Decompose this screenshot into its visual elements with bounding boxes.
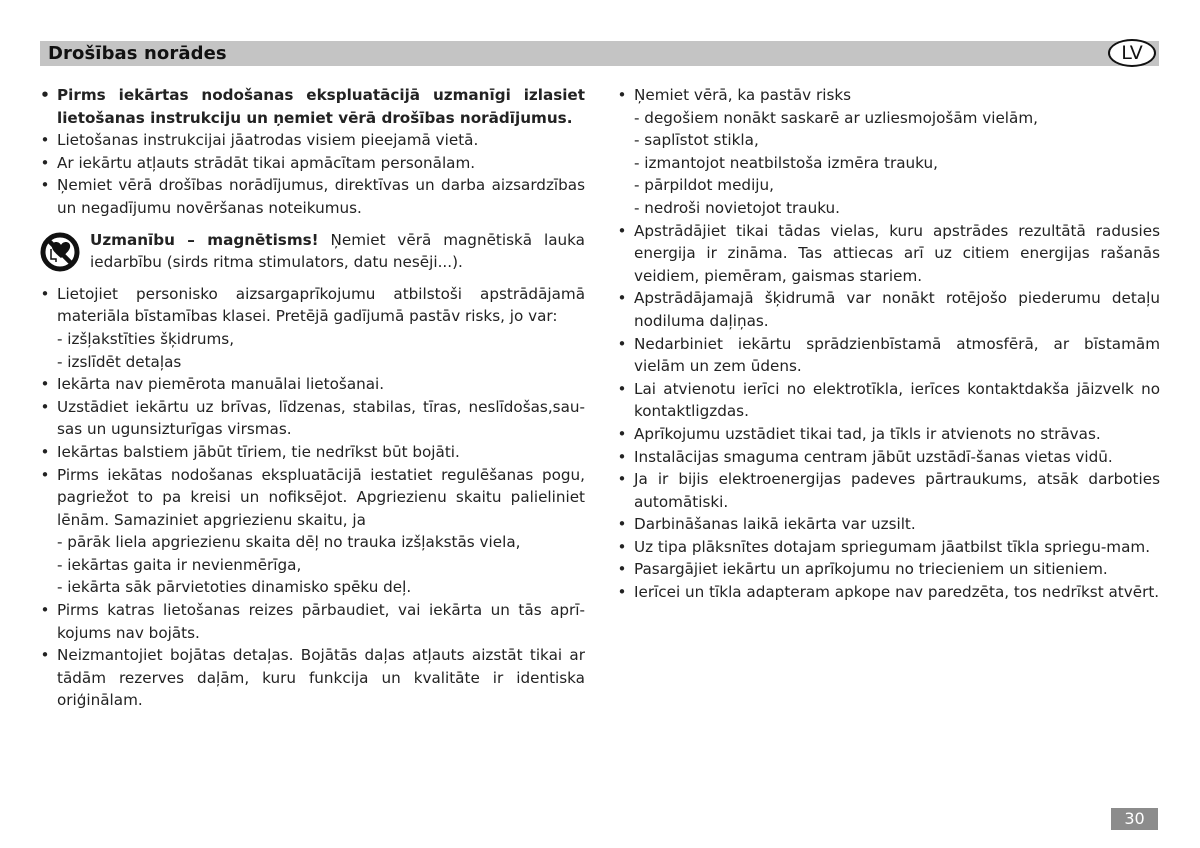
bullet-icon: • [40, 442, 50, 461]
list-item-text: Nedarbiniet iekārtu sprādzienbīstamā atmosfērā, ar bīstamām vielām un zem ūdens. [634, 334, 1160, 376]
bullet-icon: • [40, 131, 50, 150]
bullet-icon: • [40, 176, 50, 195]
warning-text: Ņemiet vērā magnētiskā lauka iedarbību (sirds ritma stimulators, datu nesēji...). [90, 230, 585, 272]
list-item [40, 441, 585, 464]
sub-item: - iekārtas gaita ir nevienmērīga, [57, 555, 302, 574]
bullet-icon: • [617, 424, 627, 443]
list-item [617, 378, 1160, 423]
list-item [40, 599, 585, 644]
sub-item: - izslīdēt detaļas [57, 352, 182, 371]
bullet-icon: • [617, 86, 627, 104]
sub-item: - nedroši novietojot trauku. [634, 198, 841, 217]
bullet-icon: • [40, 375, 50, 394]
page-title: Drošības norādes [48, 43, 227, 64]
bullet-icon: • [40, 646, 50, 665]
list-item-text: Ar iekārtu atļauts strādāt tikai apmācītam personālam. [57, 153, 476, 172]
sub-item: - pārpildot mediju, [634, 176, 774, 195]
list-item [617, 220, 1160, 288]
list-item-text: Lietojiet personisko aizsargaprīkojumu atbilstoši apstrādājamā materiāla bīstamības klasei. Pretējā gadījumā pastāv risks, jo var: [57, 284, 585, 326]
list-item-text: Apstrādājiet tikai tādas vielas, kuru apstrādes rezultātā radusies energija ir zināma. Tas attiecas arī uz citiem energijas rašanās veidiem, piemēram, gaismas stariem. [634, 221, 1160, 285]
bullet-icon: • [617, 470, 627, 489]
warning-lead: Uzmanību – magnētisms! [90, 230, 319, 249]
list-item-text: Lietošanas instrukcijai jāatrodas visiem pieejamā vietā. [57, 131, 479, 150]
list-item [617, 581, 1160, 604]
list-item-text: Pirms iekārtas nodošanas ekspluatācijā uzmanīgi izlasiet lietošanas instrukciju un ņemiet vērā drošības norādījumus. [57, 86, 585, 127]
list-item [617, 84, 1160, 220]
bullet-icon: • [40, 86, 50, 104]
list-item-text: Ierīcei un tīkla adapteram apkope nav paredzēta, tos nedrīkst atvērt. [634, 583, 1160, 602]
list-item-text: Apstrādājamajā šķidrumā var nonākt rotējošo piederumu detaļu nodiluma daļiņas. [634, 289, 1160, 330]
right-column [617, 84, 1160, 604]
list-item-text: Iekārtas balstiem jābūt tīriem, tie nedrīkst būt bojāti. [57, 442, 460, 461]
language-badge: LV [1108, 39, 1156, 67]
bullet-icon: • [617, 560, 627, 579]
bullet-icon: • [40, 601, 50, 620]
safety-list-left [40, 283, 585, 712]
bullet-icon: • [617, 289, 627, 308]
list-item [617, 446, 1160, 469]
bullet-icon: • [617, 583, 627, 602]
no-pacemaker-icon [40, 232, 80, 272]
bullet-icon: • [40, 397, 50, 416]
list-item-text: Ja ir bijis elektroenergijas padeves pārtraukums, atsāk darboties automātiski. [634, 470, 1160, 511]
list-item-text: Pirms iekātas nodošanas ekspluatācijā iestatiet regulēšanas pogu, pagriežot to pa kreisi un nofiksējot. Apgriezienu skaitu palieliniet lēnām. Samaziniet apgriezienu skaitu, ja [57, 465, 585, 529]
magnetism-warning [40, 229, 585, 274]
bullet-icon: • [617, 334, 627, 353]
list-item [617, 333, 1160, 378]
safety-list-right [617, 84, 1160, 604]
bullet-icon: • [40, 284, 50, 303]
sub-item: - izšļakstīties šķidrums, [57, 329, 235, 348]
sub-item: - pārāk liela apgriezienu skaita dēļ no trauka izšļakstās viela, [57, 533, 521, 552]
list-item-text: Uzstādiet iekārtu uz brīvas, līdzenas, stabilas, tīras, neslīdošas,sau-sas un ugunsizturīgas virsmas. [57, 397, 585, 439]
list-item [40, 396, 585, 441]
list-item [617, 558, 1160, 581]
list-item [40, 644, 585, 712]
sub-item: - izmantojot neatbilstoša izmēra trauku, [634, 153, 938, 172]
left-column [40, 84, 585, 712]
list-item [40, 152, 585, 175]
list-item-text: Neizmantojiet bojātas detaļas. Bojātās daļas atļauts aizstāt tikai ar tādām rezerves daļām, kuru funkcija un kvalitāte ir identiska oriģinālam. [57, 646, 585, 710]
list-item-text: Ņemiet vērā, ka pastāv risks [634, 86, 852, 104]
list-item [40, 283, 585, 373]
bullet-icon: • [617, 379, 627, 398]
list-item [617, 468, 1160, 513]
list-item-text: Uz tipa plāksnītes dotajam spriegumam jāatbilst tīkla spriegu-mam. [634, 537, 1151, 556]
list-item-text: Lai atvienotu ierīci no elektrotīkla, ierīces kontaktdakša jāizvelk no kontaktligzdas. [634, 379, 1160, 421]
section-header-bar [40, 41, 1159, 66]
list-item-text: Iekārta nav piemērota manuālai lietošanai. [57, 375, 385, 394]
bullet-icon: • [617, 221, 627, 240]
bullet-icon: • [617, 515, 627, 534]
bullet-icon: • [40, 153, 50, 172]
list-item-text: Aprīkojumu uzstādiet tikai tad, ja tīkls ir atvienots no strāvas. [634, 424, 1101, 443]
list-item-text: Darbināšanas laikā iekārta var uzsilt. [634, 515, 916, 534]
bullet-icon: • [617, 537, 627, 556]
list-item-text: Ņemiet vērā drošības norādījumus, direktīvas un darba aizsardzības un negadījumu novēršanas noteikumus. [57, 176, 585, 217]
list-item [617, 423, 1160, 446]
list-item [40, 464, 585, 600]
list-item [40, 129, 585, 152]
sub-item: - saplīstot stikla, [634, 131, 759, 150]
sub-item: - degošiem nonākt saskarē ar uzliesmojošām vielām, [634, 108, 1038, 127]
list-item-text: Pasargājiet iekārtu un aprīkojumu no triecieniem un sitieniem. [634, 560, 1108, 579]
list-item [617, 287, 1160, 332]
sub-item: - iekārta sāk pārvietoties dinamisko spēku deļ. [57, 578, 412, 597]
list-item [40, 174, 585, 219]
list-item [617, 536, 1160, 559]
list-item [40, 373, 585, 396]
list-item-text: Pirms katras lietošanas reizes pārbaudiet, vai iekārta un tās aprī-kojums nav bojāts. [57, 601, 585, 642]
intro-list [40, 84, 585, 220]
bullet-icon: • [40, 465, 50, 484]
list-item [40, 84, 585, 129]
list-item-text: Instalācijas smaguma centram jābūt uzstādī-šanas vietas vidū. [634, 447, 1113, 466]
list-item [617, 513, 1160, 536]
page-number: 30 [1111, 808, 1158, 830]
bullet-icon: • [617, 447, 627, 466]
